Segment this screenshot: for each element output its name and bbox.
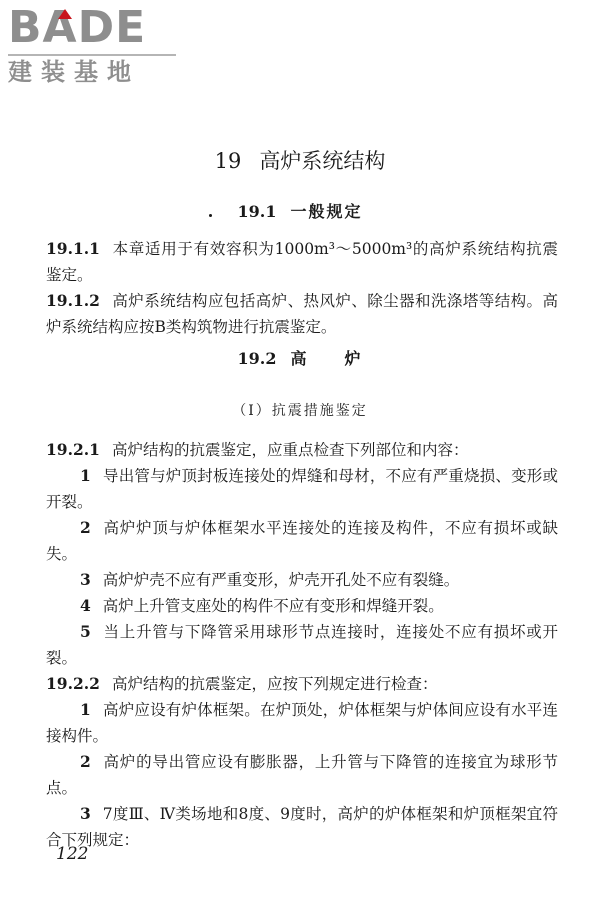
item-text: 高炉的导出管应设有膨胀器，上升管与下降管的连接宜为球形节点。 [46,753,558,797]
list-item [46,619,558,671]
section-title-text: 高 炉 [290,349,363,368]
item-text: 7度Ⅲ、Ⅳ类场地和8度、9度时，高炉的炉体框架和炉顶框架宜符合下列规定： [46,805,558,849]
clause-number: 19.1.1 [46,239,100,258]
item-number: 1 [80,466,91,485]
item-number: 3 [80,804,91,823]
item-text: 高炉炉顶与炉体框架水平连接处的连接及构件，不应有损坏或缺失。 [46,519,558,563]
logo-brand-text: BADE [8,2,147,53]
section-title-19-2 [0,347,600,371]
subsection-title: （Ⅰ）抗震措施鉴定 [232,403,368,419]
clause-number: 19.2.1 [46,440,100,459]
brand-logo [8,4,178,88]
section-title-19-1 [0,200,600,224]
item-text: 导出管与炉顶封板连接处的焊缝和母材，不应有严重烧损、变形或开裂。 [46,467,558,511]
section-title-text: 一般规定 [290,202,363,221]
clause-19-1-1 [46,236,558,288]
list-item [46,515,558,567]
list-item [46,697,558,749]
clause-text: 高炉系统结构应包括高炉、热风炉、除尘器和洗涤塔等结构。高炉系统结构应按B类构筑物进行抗震鉴定。 [46,292,558,336]
clause-text: 高炉结构的抗震鉴定，应重点检查下列部位和内容： [111,441,469,459]
item-text: 高炉应设有炉体框架。在炉顶处，炉体框架与炉体间应设有水平连接构件。 [46,701,558,745]
item-text: 高炉炉壳不应有严重变形，炉壳开孔处不应有裂缝。 [102,571,460,589]
section-number: 19.1 [237,202,277,221]
item-text: 高炉上升管支座处的构件不应有变形和焊缝开裂。 [102,597,444,615]
list-item [46,593,558,619]
page-number: 122 [56,844,89,864]
item-text: 当上升管与下降管采用球形节点连接时，连接处不应有损坏或开裂。 [46,623,558,667]
clause-number: 19.1.2 [46,291,100,310]
clause-text: 高炉结构的抗震鉴定，应按下列规定进行检查： [111,675,438,693]
item-number: 5 [80,622,91,641]
section-number: 19.2 [237,349,277,368]
chapter-title-text: 高炉系统结构 [259,149,386,173]
chapter-title [0,146,600,176]
logo-accent-triangle-icon [58,9,72,19]
list-item [46,801,558,853]
item-number: 1 [80,700,91,719]
item-number: 2 [80,752,91,771]
list-item [46,749,558,801]
clause-19-2-2 [46,671,558,697]
item-number: 2 [80,518,91,537]
clause-number: 19.2.2 [46,674,100,693]
list-item [46,463,558,515]
list-item [46,567,558,593]
logo-subtitle: 建装基地 [8,58,140,86]
item-number: 3 [80,570,91,589]
item-number: 4 [80,596,91,615]
chapter-number: 19 [214,149,242,173]
clause-19-2-1 [46,437,558,463]
logo-wordmark [8,4,146,52]
clause-text: 本章适用于有效容积为1000m³～5000m³的高炉系统结构抗震鉴定。 [46,240,558,284]
clause-19-1-2 [46,288,558,340]
